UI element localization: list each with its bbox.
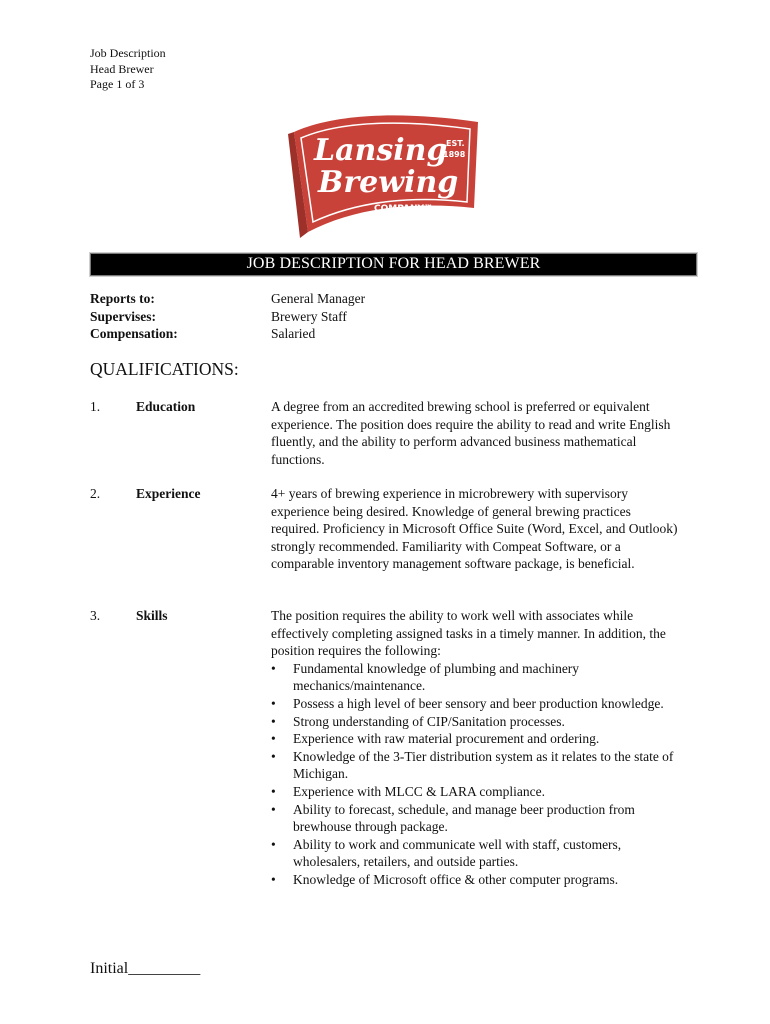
header-page-number: Page 1 of 3 (90, 77, 145, 91)
list-item: • Strong understanding of CIP/Sanitation processes. (271, 713, 681, 731)
info-value: Salaried (271, 326, 316, 341)
logo-text-lansing: Lansing (314, 133, 448, 168)
qualification-text: 4+ years of brewing experience in microbrewery with supervisory experience being desired. Knowledge of general brewing practices required. Proficiency in Microsoft Office Suite (Word, Excel, and Outlook) strongly recommended. Familiarity with Compeat Software, or a comparable inventory management software package, is beneficial. (271, 486, 678, 572)
qualification-number: 1. (90, 399, 101, 414)
qualification-body (271, 607, 681, 889)
header-doc-type: Job Description (90, 46, 166, 60)
document-header (90, 46, 166, 93)
list-item: • Experience with MLCC & LARA compliance. (271, 783, 681, 801)
info-label: Supervises: (90, 308, 157, 324)
logo-text-company: COMPANY™ (374, 204, 433, 214)
initial-field: Initial_________ (90, 960, 201, 977)
qualification-text: The position requires the ability to work well with associates while effectively completing assigned tasks in a timely manner. In addition, the position requires the following: (271, 608, 666, 659)
qualification-text: A degree from an accredited brewing school is preferred or equivalent experience. The position does require the ability to read and write English fluently, and the ability to perform advanced business mathematical functions. (271, 399, 671, 467)
list-item: • Experience with raw material procurement and ordering. (271, 730, 681, 748)
qualification-number: 3. (90, 608, 101, 623)
list-item: • Knowledge of the 3-Tier distribution system as it relates to the state of Michigan. (271, 748, 681, 783)
qualification-number: 2. (90, 486, 101, 501)
info-value: General Manager (271, 291, 366, 306)
info-label: Reports to: (90, 291, 155, 306)
qualification-label: Experience (136, 486, 201, 501)
qualifications-heading: QUALIFICATIONS: (90, 359, 239, 379)
logo-text-est: EST. (446, 139, 465, 148)
list-item: • Ability to work and communicate well with staff, customers, wholesalers, retailers, and outside parties. (271, 836, 681, 871)
header-position: Head Brewer (90, 61, 154, 76)
info-label: Compensation: (90, 326, 178, 341)
page-title: JOB DESCRIPTION FOR HEAD BREWER (246, 255, 541, 272)
list-item: • Knowledge of Microsoft office & other computer programs. (271, 871, 681, 889)
qualification-label: Skills (136, 608, 168, 623)
list-item: • Possess a high level of beer sensory and beer production knowledge. (271, 695, 681, 713)
skills-list (271, 660, 681, 889)
qualification-label: Education (136, 399, 196, 414)
logo-text-brewing: Brewing (318, 165, 459, 200)
logo-text-year: 1898 (443, 150, 466, 159)
title-bar (90, 253, 697, 276)
info-value: Brewery Staff (271, 308, 347, 324)
list-item: • Ability to forecast, schedule, and manage beer production from brewhouse through package. (271, 801, 681, 836)
lansing-brewing-logo (288, 110, 484, 242)
list-item: • Fundamental knowledge of plumbing and machinery mechanics/maintenance. (271, 660, 681, 695)
